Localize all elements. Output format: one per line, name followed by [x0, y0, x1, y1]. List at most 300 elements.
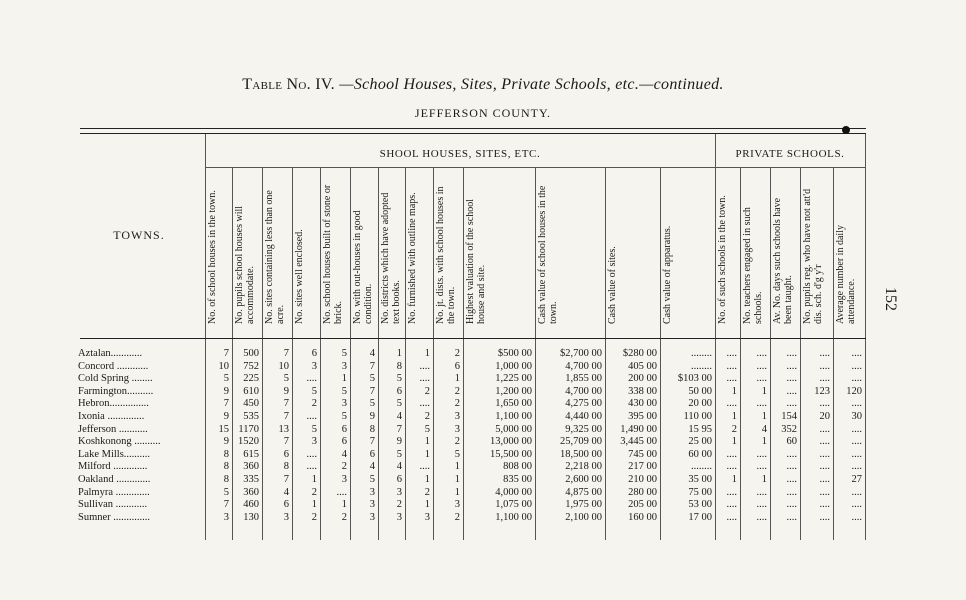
table-cell: 1 — [424, 436, 430, 448]
towns-column-header: TOWNS. — [113, 228, 165, 242]
table-cell: .... — [819, 448, 830, 460]
table-cell: .... — [786, 474, 797, 485]
table-cell: 225 — [243, 373, 259, 385]
table-cell: 1 — [396, 348, 402, 359]
table-cell: 20 — [819, 411, 830, 422]
table-cell: .... — [819, 461, 830, 473]
column-header — [660, 178, 715, 326]
table-cell: .... — [336, 486, 347, 498]
table-cell: 2 — [341, 461, 347, 473]
table-cell: 5 — [341, 348, 347, 359]
table-cell: 5 — [369, 474, 375, 485]
table-cell: 3 — [311, 436, 317, 448]
top-rule-thick — [80, 128, 866, 129]
table-cell: 5 — [341, 411, 347, 422]
table-cell: 6 — [369, 448, 375, 460]
table-cell: .... — [851, 461, 862, 473]
table-cell: .... — [726, 511, 737, 523]
table-cell: 10 — [218, 360, 229, 372]
town-name: Hebron............... — [78, 398, 149, 410]
table-cell: 1 — [424, 499, 430, 511]
table-cell: 13 — [278, 423, 289, 435]
table-cell: 5 — [454, 448, 460, 460]
table-cell: 9 — [369, 411, 375, 422]
table-cell: 2 — [424, 486, 430, 498]
table-cell: 7 — [283, 411, 289, 422]
table-cell: 610 — [243, 385, 259, 397]
column-header — [205, 178, 232, 326]
table-cell: .... — [786, 511, 797, 523]
table-cell: .... — [851, 486, 862, 498]
table-cell: 7 — [283, 398, 289, 410]
table-cell: 360 — [243, 461, 259, 473]
table-cell: 2 — [454, 511, 460, 523]
table-cell: 6 — [283, 448, 289, 460]
table-cell: ........ — [691, 348, 712, 359]
table-title-text: —School Houses, Sites, Private Schools, etc.—continued. — [339, 76, 724, 93]
table-cell: 6 — [396, 474, 402, 485]
table-cell: 405 00 — [628, 360, 657, 372]
table-cell: 5 — [396, 448, 402, 460]
table-cell: .... — [851, 348, 862, 359]
town-name: Koshkonong .......... — [78, 436, 161, 448]
town-name: Sullivan ............ — [78, 499, 148, 511]
table-cell: 6 — [341, 436, 347, 448]
group-header-private: PRIVATE SCHOOLS. — [735, 148, 845, 160]
table-cell: 7 — [369, 436, 375, 448]
table-cell: 338 00 — [628, 385, 657, 397]
table-cell: 18,500 00 — [560, 448, 602, 460]
table-cell: .... — [306, 448, 317, 460]
table-cell: 5 — [311, 423, 317, 435]
table-cell: 3 — [454, 499, 460, 511]
table-cell: 50 00 — [688, 385, 712, 397]
table-cell: .... — [786, 499, 797, 511]
table-cell: 1,225 00 — [495, 373, 532, 385]
table-cell: $500 00 — [497, 348, 532, 359]
table-cell: 4,275 00 — [565, 398, 602, 410]
table-cell: 745 00 — [628, 448, 657, 460]
table-cell: 1 — [341, 373, 347, 385]
table-cell: 2 — [311, 486, 317, 498]
table-cell: .... — [786, 398, 797, 410]
table-cell: 5 — [283, 373, 289, 385]
column-header — [740, 178, 770, 326]
table-cell: 60 — [786, 436, 797, 448]
table-cell: .... — [851, 398, 862, 410]
table-cell: 1,855 00 — [565, 373, 602, 385]
table-cell: 120 — [846, 385, 862, 397]
table-row — [0, 436, 966, 448]
table-cell: 280 00 — [628, 486, 657, 498]
column-header — [292, 178, 320, 326]
top-rule-thin — [80, 133, 866, 134]
table-cell: .... — [819, 499, 830, 511]
table-cell: 2 — [731, 423, 737, 435]
county-heading: JEFFERSON COUNTY. — [414, 106, 552, 120]
table-cell: 1 — [311, 499, 317, 511]
table-cell: ........ — [691, 360, 712, 372]
table-cell: .... — [419, 360, 430, 372]
table-row — [0, 373, 966, 385]
table-cell: .... — [851, 360, 862, 372]
table-cell: 1 — [424, 474, 430, 485]
column-header — [433, 178, 463, 326]
table-cell: 535 — [243, 411, 259, 422]
table-cell: .... — [726, 373, 737, 385]
table-cell: 15 95 — [688, 423, 712, 435]
table-cell: .... — [419, 373, 430, 385]
table-cell: .... — [726, 398, 737, 410]
table-row — [0, 449, 966, 461]
table-cell: 1 — [731, 411, 737, 422]
table-cell: 1 — [424, 348, 430, 359]
table-row — [0, 512, 966, 524]
table-cell: .... — [851, 499, 862, 511]
table-cell: .... — [756, 373, 767, 385]
column-header-label: Average number in daily attendance. — [835, 225, 857, 324]
table-cell: 1 — [761, 474, 767, 485]
table-cell: 8 — [283, 461, 289, 473]
table-cell: .... — [819, 511, 830, 523]
column-header-label: Highest valuation of the school house and site. — [465, 199, 487, 324]
table-cell: .... — [786, 348, 797, 359]
column-header-label: No. of such schools in the town. — [717, 195, 728, 324]
table-cell: 450 — [243, 398, 259, 410]
ink-dot-mark — [842, 126, 850, 134]
table-cell: 9 — [283, 385, 289, 397]
table-label: Table No. IV. — [242, 76, 335, 93]
column-header — [320, 178, 350, 326]
table-cell: 8 — [223, 461, 229, 473]
town-name: Lake Mills.......... — [78, 448, 151, 460]
table-cell: 3 — [454, 411, 460, 422]
table-cell: 3 — [341, 398, 347, 410]
table-cell: 5 — [223, 486, 229, 498]
table-cell: 5 — [341, 385, 347, 397]
column-header-label: No. jt. dists. with school houses in the town. — [435, 186, 457, 324]
table-cell: .... — [819, 360, 830, 372]
table-cell: 2 — [424, 411, 430, 422]
table-cell: 1,650 00 — [495, 398, 532, 410]
column-header — [350, 178, 378, 326]
table-cell: .... — [419, 461, 430, 473]
table-cell: 335 — [243, 474, 259, 485]
table-cell: 10 — [278, 360, 289, 372]
table-cell: .... — [726, 360, 737, 372]
table-cell: 13,000 00 — [490, 436, 532, 448]
table-cell: 360 — [243, 486, 259, 498]
table-cell: 30 — [851, 411, 862, 422]
table-cell: 1170 — [238, 423, 259, 435]
table-cell: .... — [851, 423, 862, 435]
table-cell: 123 — [814, 385, 830, 397]
table-cell: 205 00 — [628, 499, 657, 511]
table-cell: 2 — [396, 499, 402, 511]
table-cell: .... — [819, 398, 830, 410]
table-cell: 3 — [369, 511, 375, 523]
table-cell: 430 00 — [628, 398, 657, 410]
table-cell: 5 — [369, 373, 375, 385]
table-row — [0, 474, 966, 486]
table-cell: 130 — [243, 511, 259, 523]
town-name: Milford ............. — [78, 461, 148, 473]
table-cell: .... — [819, 348, 830, 359]
table-cell: 2 — [454, 348, 460, 359]
table-cell: 2 — [424, 385, 430, 397]
table-cell: 6 — [311, 348, 317, 359]
table-cell: $2,700 00 — [560, 348, 602, 359]
table-cell: 1 — [454, 474, 460, 485]
table-row — [0, 361, 966, 373]
table-cell: .... — [851, 436, 862, 448]
column-header-label: No. of school houses in the town. — [207, 190, 218, 324]
table-cell: .... — [819, 486, 830, 498]
table-cell: 1 — [454, 373, 460, 385]
table-cell: 3 — [424, 511, 430, 523]
table-cell: .... — [851, 511, 862, 523]
town-name: Palmyra ............. — [78, 486, 150, 498]
table-cell: .... — [756, 360, 767, 372]
table-cell: 4,000 00 — [495, 486, 532, 498]
table-cell: .... — [756, 499, 767, 511]
column-header-label: No. sites well enclosed. — [294, 229, 305, 324]
table-cell: 9 — [396, 436, 402, 448]
table-cell: 15 — [218, 423, 229, 435]
town-name: Concord ............ — [78, 360, 149, 372]
table-cell: 3 — [341, 360, 347, 372]
table-cell: 2 — [341, 511, 347, 523]
town-name: Oakland ............. — [78, 474, 151, 485]
table-cell: 7 — [369, 385, 375, 397]
table-cell: 395 00 — [628, 411, 657, 422]
table-cell: 7 — [283, 348, 289, 359]
table-cell: 808 00 — [503, 461, 532, 473]
table-cell: .... — [786, 461, 797, 473]
table-cell: 4 — [761, 423, 767, 435]
column-header — [262, 178, 292, 326]
header-bottom-rule — [80, 338, 866, 339]
table-cell: .... — [819, 373, 830, 385]
table-cell: 3,445 00 — [620, 436, 657, 448]
table-cell: 5 — [424, 423, 430, 435]
column-header-label: No. pupils reg. who have not att'd dis. sch. d'g y'r — [802, 188, 824, 324]
town-name: Sumner .............. — [78, 511, 151, 523]
table-cell: .... — [726, 461, 737, 473]
table-cell: 7 — [283, 436, 289, 448]
table-cell: 110 00 — [683, 411, 712, 422]
table-cell: 1 — [761, 385, 767, 397]
column-header-label: No. pupils school houses will accommodate. — [234, 205, 256, 324]
table-cell: 5 — [311, 385, 317, 397]
table-cell: 60 00 — [688, 448, 712, 460]
table-cell: 5 — [223, 373, 229, 385]
column-header — [405, 178, 433, 326]
table-row — [0, 411, 966, 423]
table-cell: 4,700 00 — [565, 360, 602, 372]
column-header — [463, 178, 535, 326]
table-cell: 4 — [369, 461, 375, 473]
table-cell: 3 — [341, 474, 347, 485]
table-cell: 1 — [731, 474, 737, 485]
column-header-label: No. with out-houses in good condition. — [352, 210, 374, 324]
table-cell: 1,975 00 — [565, 499, 602, 511]
town-name: Ixonia .............. — [78, 411, 145, 422]
table-cell: 752 — [243, 360, 259, 372]
table-cell: .... — [306, 411, 317, 422]
table-cell: 8 — [396, 360, 402, 372]
table-cell: 154 — [781, 411, 797, 422]
table-cell: 35 00 — [688, 474, 712, 485]
table-cell: 25 00 — [688, 436, 712, 448]
table-cell: .... — [786, 385, 797, 397]
table-cell: .... — [786, 448, 797, 460]
table-cell: .... — [786, 486, 797, 498]
column-header — [605, 178, 660, 326]
table-cell: 7 — [223, 499, 229, 511]
table-row — [0, 424, 966, 436]
table-cell: 4,440 00 — [565, 411, 602, 422]
table-cell: 4 — [369, 348, 375, 359]
table-cell: 6 — [283, 499, 289, 511]
table-cell: 1 — [341, 499, 347, 511]
column-header — [232, 178, 262, 326]
table-cell: 6 — [396, 385, 402, 397]
table-cell: 2 — [311, 511, 317, 523]
table-cell: 17 00 — [688, 511, 712, 523]
table-cell: .... — [756, 511, 767, 523]
page-number: 152 — [882, 287, 899, 311]
table-row — [0, 386, 966, 398]
table-cell: 7 — [283, 474, 289, 485]
town-name: Aztalan............ — [78, 348, 143, 359]
table-cell: 5 — [369, 398, 375, 410]
table-cell: .... — [726, 448, 737, 460]
table-cell: 2,218 00 — [565, 461, 602, 473]
table-cell: .... — [756, 398, 767, 410]
group-header-school: SHOOL HOUSES, SITES, ETC. — [379, 148, 541, 160]
table-cell: 5 — [396, 398, 402, 410]
table-cell: 8 — [223, 474, 229, 485]
table-cell: .... — [786, 360, 797, 372]
table-cell: .... — [726, 348, 737, 359]
column-header-label: No. furnished with outline maps. — [407, 192, 418, 324]
table-title — [0, 76, 966, 94]
table-cell: 2 — [454, 398, 460, 410]
table-cell: 3 — [369, 499, 375, 511]
table-cell: 4,700 00 — [565, 385, 602, 397]
table-cell: 1,200 00 — [495, 385, 532, 397]
table-cell: 3 — [311, 360, 317, 372]
column-header — [800, 178, 833, 326]
table-cell: .... — [756, 461, 767, 473]
table-cell: 352 — [781, 423, 797, 435]
table-cell: 7 — [223, 398, 229, 410]
table-cell: 1,490 00 — [620, 423, 657, 435]
table-cell: 1 — [454, 486, 460, 498]
table-cell: 160 00 — [628, 511, 657, 523]
table-cell: 1 — [731, 436, 737, 448]
table-cell: .... — [419, 398, 430, 410]
column-header-label: Av. No. days such schools have been taught. — [772, 197, 794, 324]
table-cell: 3 — [223, 511, 229, 523]
table-cell: 27 — [851, 474, 862, 485]
table-cell: 2 — [311, 398, 317, 410]
table-cell: 1,100 00 — [495, 411, 532, 422]
table-cell: 53 00 — [688, 499, 712, 511]
town-name: Farmington.......... — [78, 385, 154, 397]
table-cell: 6 — [341, 423, 347, 435]
table-cell: 1 — [731, 385, 737, 397]
table-cell: .... — [726, 499, 737, 511]
column-header-label: No. sites containing less than one acre. — [264, 190, 286, 324]
table-cell: 5 — [396, 373, 402, 385]
column-header-label: No. teachers engaged in such schools. — [742, 207, 764, 324]
table-row — [0, 487, 966, 499]
table-cell: 8 — [369, 423, 375, 435]
table-cell: 615 — [243, 448, 259, 460]
table-cell: .... — [756, 348, 767, 359]
column-header — [378, 178, 405, 326]
table-cell: 3 — [396, 486, 402, 498]
table-cell: 2 — [454, 436, 460, 448]
table-cell: .... — [306, 461, 317, 473]
table-cell: .... — [819, 423, 830, 435]
table-cell: 1520 — [238, 436, 259, 448]
table-row — [0, 348, 966, 360]
table-cell: 9,325 00 — [565, 423, 602, 435]
column-header-label: No. school houses built of stone or brick. — [322, 184, 344, 324]
table-cell: 1,000 00 — [495, 360, 532, 372]
table-cell: 4 — [283, 486, 289, 498]
table-cell: 2,600 00 — [565, 474, 602, 485]
table-cell: .... — [726, 486, 737, 498]
table-cell: .... — [819, 474, 830, 485]
table-cell: 500 — [243, 348, 259, 359]
table-cell: 5,000 00 — [495, 423, 532, 435]
column-header-label: Cash value of sites. — [607, 246, 618, 324]
column-header — [715, 178, 740, 326]
table-cell: 3 — [454, 423, 460, 435]
table-cell: 3 — [396, 511, 402, 523]
table-cell: 75 00 — [688, 486, 712, 498]
column-header-label: Cash value of school houses in the town. — [537, 185, 559, 324]
table-cell: 210 00 — [628, 474, 657, 485]
table-cell: .... — [851, 448, 862, 460]
table-cell: 1,075 00 — [495, 499, 532, 511]
table-cell: 8 — [223, 448, 229, 460]
town-name: Cold Spring ........ — [78, 373, 153, 385]
table-cell: 1 — [311, 474, 317, 485]
table-cell: 3 — [283, 511, 289, 523]
column-header-label: No. districts which have adopted text books. — [380, 192, 402, 324]
table-cell: 6 — [454, 360, 460, 372]
table-cell: .... — [786, 373, 797, 385]
table-cell: 460 — [243, 499, 259, 511]
town-name: Jefferson ........... — [78, 423, 148, 435]
table-cell: 2 — [454, 385, 460, 397]
table-row — [0, 499, 966, 511]
column-header — [535, 178, 605, 326]
table-cell: 7 — [223, 348, 229, 359]
table-cell: 9 — [223, 411, 229, 422]
table-cell: 25,709 00 — [560, 436, 602, 448]
table-cell: 9 — [223, 436, 229, 448]
table-cell: 835 00 — [503, 474, 532, 485]
table-cell: 4 — [396, 461, 402, 473]
table-cell: .... — [819, 436, 830, 448]
table-cell: .... — [756, 448, 767, 460]
